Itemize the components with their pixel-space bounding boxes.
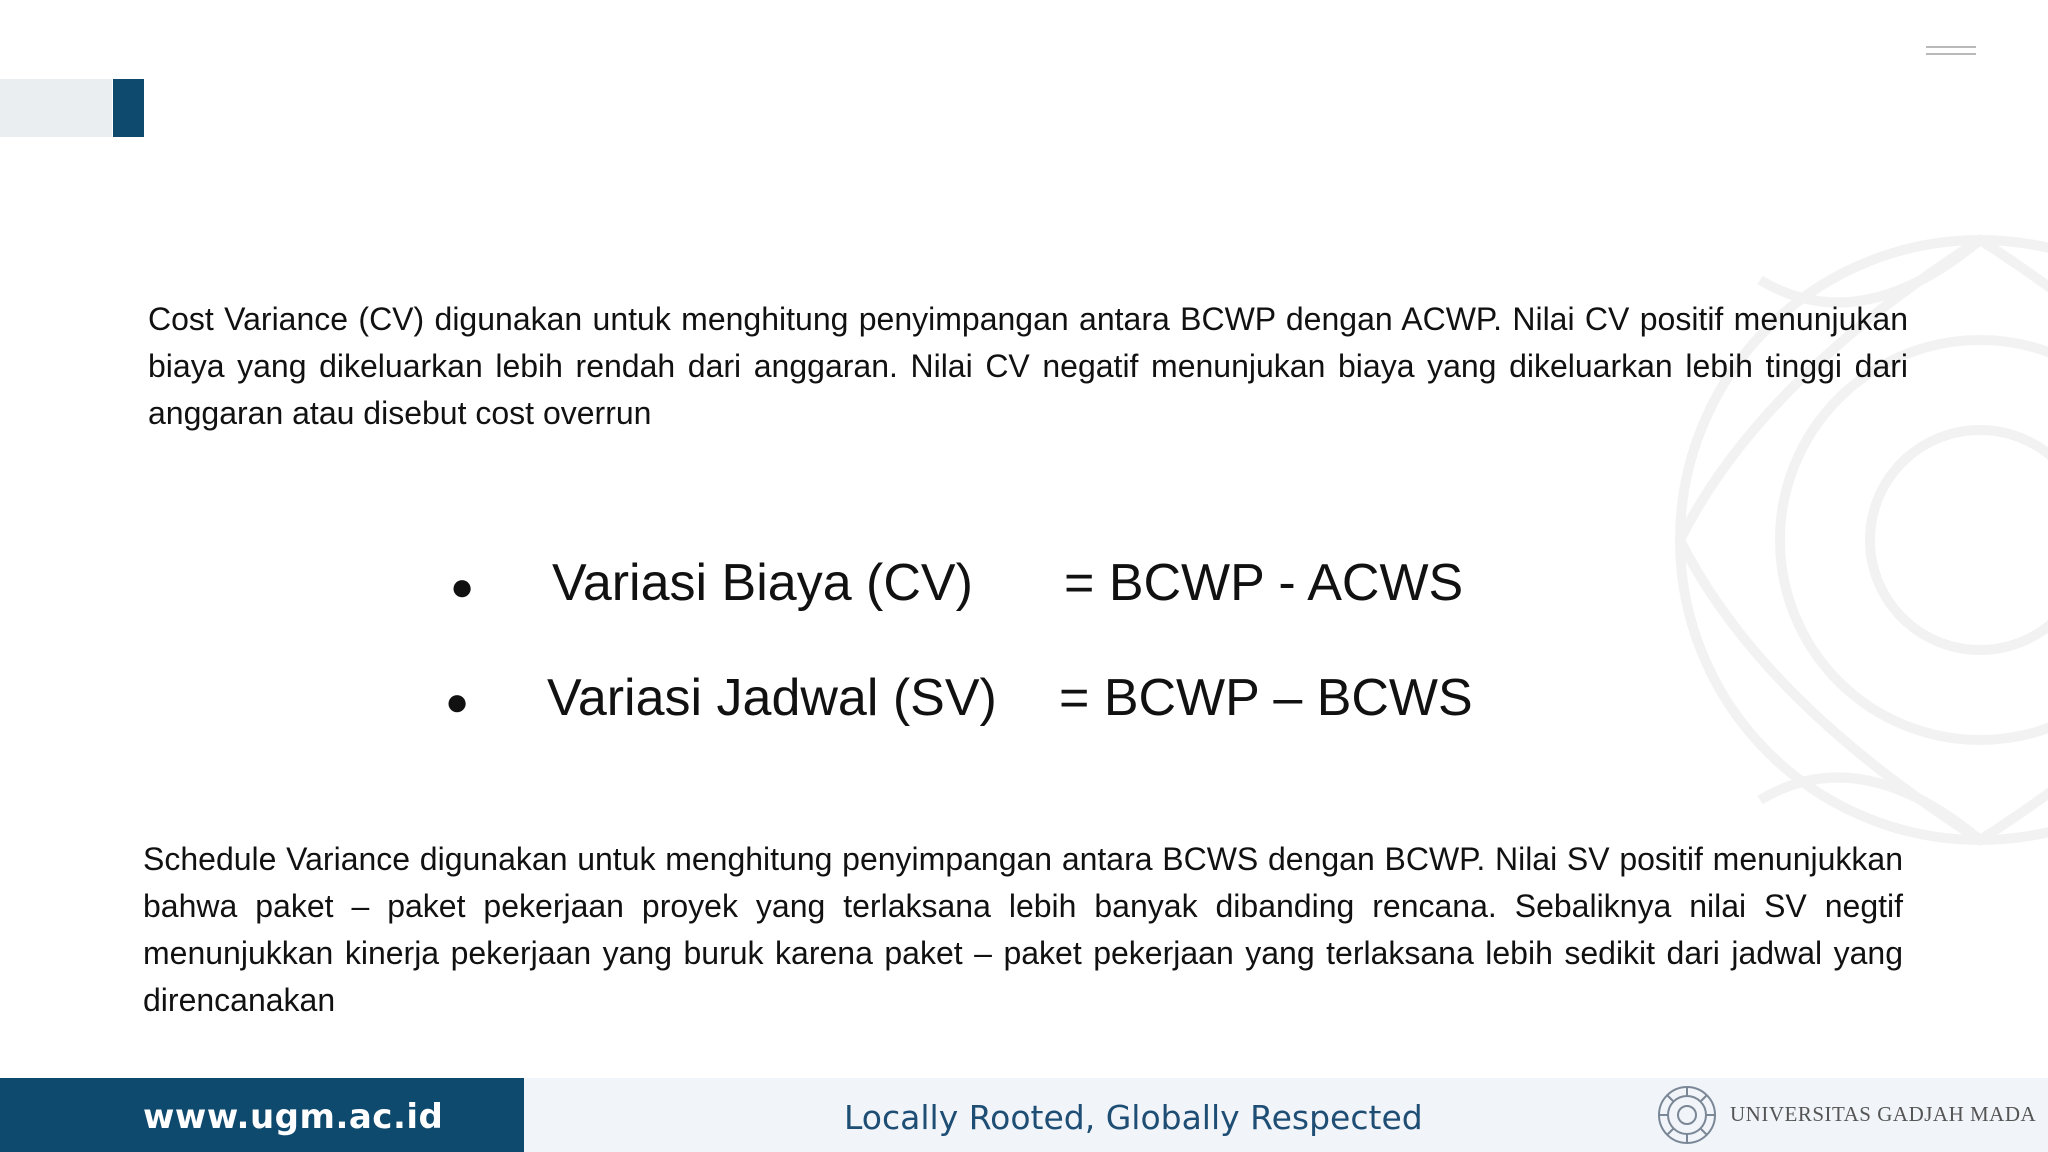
cost-variance-paragraph: Cost Variance (CV) digunakan untuk menghitung penyimpangan antara BCWP dengan ACWP. Nilai CV positif menunjukan biaya yang dikeluarkan lebih rendah dari anggaran. Nilai CV negatif menunjukan biaya yang dikeluarkan lebih tinggi dari anggaran atau disebut cost overrun bbox=[148, 301, 1908, 431]
footer-url-link[interactable]: www.ugm.ac.id bbox=[143, 1097, 444, 1137]
header-accent-block bbox=[113, 79, 144, 137]
header-accent-band bbox=[0, 79, 112, 137]
menu-icon[interactable] bbox=[1926, 46, 1976, 64]
footer-tagline: Locally Rooted, Globally Respected bbox=[844, 1098, 1423, 1137]
formula-cost-variance bbox=[450, 553, 1550, 613]
bullet: ● bbox=[450, 565, 475, 609]
bullet: ● bbox=[445, 680, 470, 724]
schedule-variance-paragraph: Schedule Variance digunakan untuk menghitung penyimpangan antara BCWS dengan BCWP. Nilai SV positif menunjukkan bahwa paket – paket pekerjaan proyek yang terlaksana lebih banyak dibanding rencana. Sebaliknya nilai SV negtif menunjukkan kinerja pekerjaan yang buruk karena paket – paket pekerjaan yang terlaksana lebih sedikit dari jadwal yang direncanakan bbox=[143, 841, 1903, 1018]
formula-schedule-variance bbox=[445, 668, 1545, 728]
ugm-seal-icon bbox=[1656, 1084, 1718, 1146]
formula-label: Variasi Biaya (CV) bbox=[552, 554, 973, 612]
formula-label: Variasi Jadwal (SV) bbox=[547, 669, 997, 727]
university-name: UNIVERSITAS GADJAH MADA bbox=[1730, 1102, 2037, 1126]
formula-equation: = BCWP – BCWS bbox=[1059, 669, 1473, 727]
formula-equation: = BCWP - ACWS bbox=[1064, 554, 1464, 612]
